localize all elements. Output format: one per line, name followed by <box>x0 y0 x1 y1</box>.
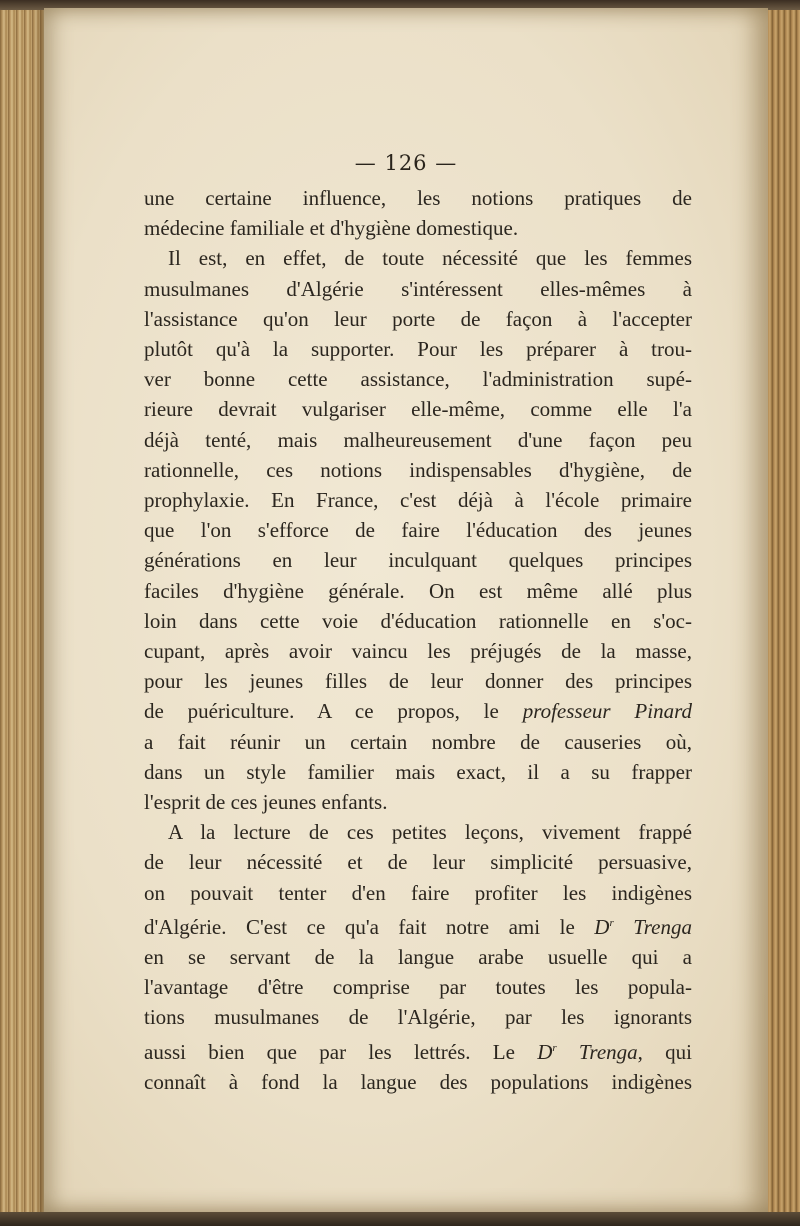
text-line-2: médecine familiale et d'hygiène domestique. <box>144 216 519 241</box>
text-line-3: Il est, en effet, de toute nécessité que les femmes <box>168 246 692 271</box>
text-line-23: de leur nécessité et de leur simplicité persuasive, <box>144 850 692 875</box>
text-line-10: rationnelle, ces notions indispensables d'hygiène, de <box>144 457 692 482</box>
dr-abbrev-2: D <box>537 1039 553 1064</box>
text-line-29-start: aussi bien que par les lettrés. Le <box>144 1039 538 1064</box>
text-line-18 <box>144 696 692 726</box>
text-line-21: l'esprit de ces jeunes enfants. <box>144 790 388 815</box>
dr-superscript-2: r <box>552 1041 557 1054</box>
text-line-20: dans un style familier mais exact, il a su frapper <box>144 759 692 784</box>
page-body-text <box>144 183 692 1097</box>
text-line-1: une certaine influence, les notions pratiques de <box>144 186 692 210</box>
trenga-italic-1: Trenga <box>613 914 693 939</box>
text-line-25 <box>144 908 692 942</box>
text-line-14: faciles d'hygiène générale. On est même allé plus <box>144 578 692 603</box>
text-line-22: A la lecture de ces petites leçons, vivement frappé <box>168 820 692 845</box>
text-line-12: que l'on s'efforce de faire l'éducation des jeunes <box>144 518 692 543</box>
text-line-4: musulmanes d'Algérie s'intéressent elles-mêmes à <box>144 276 692 301</box>
text-line-28: tions musulmanes de l'Algérie, par les ignorants <box>144 1005 692 1030</box>
text-line-17: pour les jeunes filles de leur donner des principes <box>144 669 692 694</box>
professeur-pinard-italic: professeur Pinard <box>522 699 692 724</box>
text-line-29-end: , qui <box>637 1039 692 1064</box>
left-page-stack <box>0 0 48 1226</box>
text-line-7: ver bonne cette assistance, l'administration supé- <box>144 367 692 392</box>
text-line-15: loin dans cette voie d'éducation rationnelle en s'oc- <box>144 608 692 633</box>
dr-abbrev-1: D <box>594 914 610 939</box>
text-line-11: prophylaxie. En France, c'est déjà à l'école primaire <box>144 488 692 513</box>
text-line-29 <box>144 1033 692 1067</box>
text-line-8: rieure devrait vulgariser elle-même, comme elle l'a <box>144 397 692 422</box>
text-line-27: l'avantage d'être comprise par toutes les popula- <box>144 975 692 1000</box>
text-line-25-start: d'Algérie. C'est ce qu'a fait notre ami le <box>144 914 595 939</box>
text-line-30: connaît à fond la langue des populations indigènes <box>144 1069 692 1094</box>
page-number: — 126 — <box>354 151 458 175</box>
text-line-5: l'assistance qu'on leur porte de façon à l'accepter <box>144 306 692 331</box>
trenga-italic-2: Trenga <box>556 1039 638 1064</box>
text-line-9: déjà tenté, mais malheureusement d'une façon peu <box>144 427 692 452</box>
text-line-16: cupant, après avoir vaincu les préjugés de la masse, <box>144 639 692 664</box>
bottom-edge <box>0 1212 800 1226</box>
right-page-stack <box>766 0 800 1226</box>
text-line-6: plutôt qu'à la supporter. Pour les préparer à trou- <box>144 337 692 362</box>
text-line-18-start: de puériculture. A ce propos, le <box>144 699 523 724</box>
text-line-19: a fait réunir un certain nombre de causeries où, <box>144 729 692 754</box>
text-line-26: en se servant de la langue arabe usuelle qui a <box>144 945 692 970</box>
dr-superscript-1: r <box>609 916 614 929</box>
text-line-13: générations en leur inculquant quelques principes <box>144 548 692 573</box>
text-line-24: on pouvait tenter d'en faire profiter les indigènes <box>144 880 692 905</box>
